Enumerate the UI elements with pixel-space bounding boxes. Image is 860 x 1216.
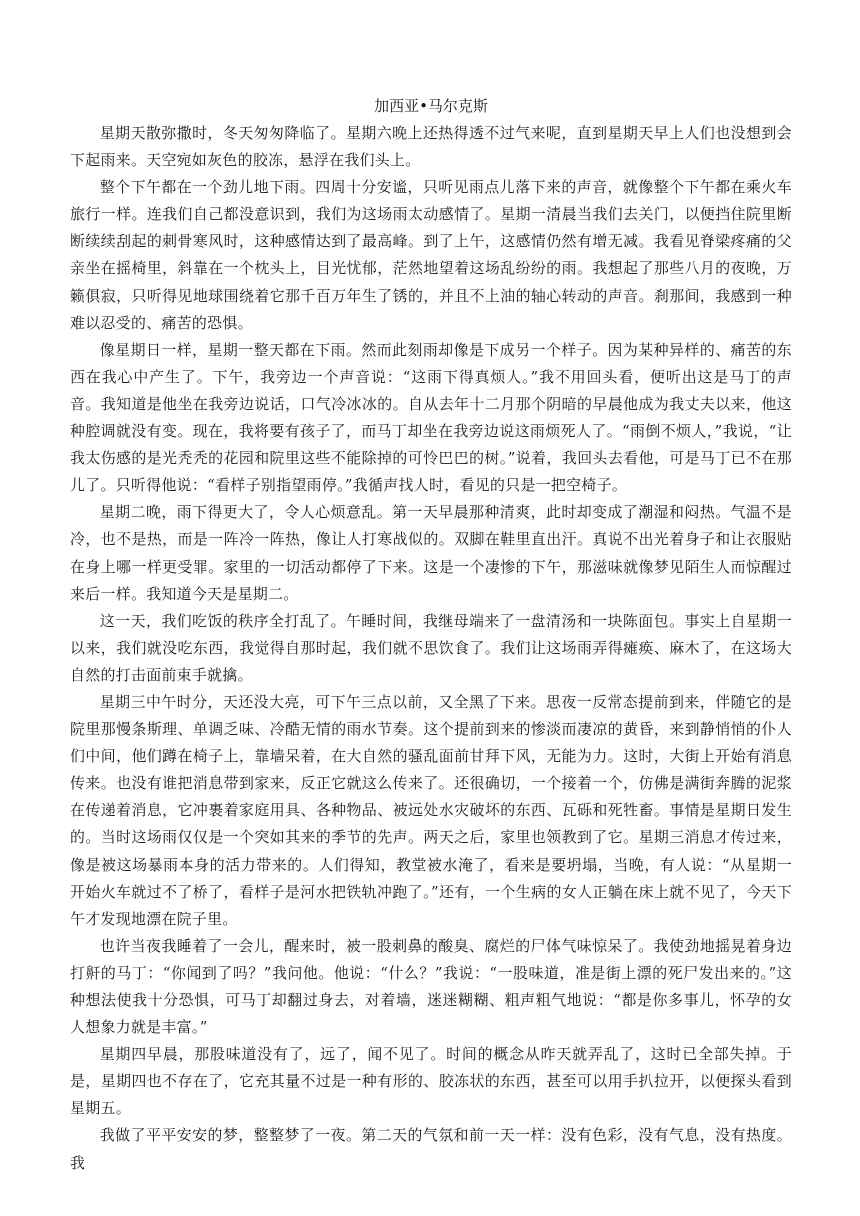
- paragraph-9: 我做了平平安安的梦，整整梦了一夜。第二天的气氛和前一天一样：没有色彩，没有气息，没有热度。我: [70, 1126, 792, 1172]
- paragraph-1: 星期天散弥撒时，冬天匆匆降临了。星期六晚上还热得透不过气来呢，直到星期天早上人们也没想到会下起雨来。天空宛如灰色的胶冻，悬浮在我们头上。: [70, 124, 792, 170]
- paragraph-5: 这一天，我们吃饭的秩序全打乱了。午睡时间，我继母端来了一盘清汤和一块陈面包。事实上自星期一以来，我们就没吃东西，我觉得自那时起，我们就不思饮食了。我们让这场雨弄得瘫痪、麻木了，在这场大自然的打击面前束手就擒。: [70, 611, 792, 684]
- paragraph-8: 星期四早晨，那股味道没有了，远了，闻不见了。时间的概念从昨天就弄乱了，这时已全部失掉。于是，星期四也不存在了，它充其量不过是一种有形的、胶冻状的东西，甚至可以用手扒拉开，以便探头看到星期五。: [70, 1045, 792, 1118]
- document-page: [70, 93, 792, 1177]
- paragraph-2: 整个下午都在一个劲儿地下雨。四周十分安谧，只听见雨点儿落下来的声音，就像整个下午都在乘火车旅行一样。连我们自己都没意识到，我们为这场雨太动感情了。星期一清晨当我们去关门，以便挡住院里断断续续刮起的刺骨寒风时，这种感情达到了最高峰。到了上午，这感情仍然有增无减。我看见脊梁疼痛的父亲坐在摇椅里，斜靠在一个枕头上，目光忧郁，茫然地望着这场乱纷纷的雨。我想起了那些八月的夜晚，万籁俱寂，只听得见地球围绕着它那千百万年生了锈的，并且不上油的轴心转动的声音。刹那间，我感到一种难以忍受的、痛苦的恐惧。: [70, 178, 792, 332]
- paragraph-7: 也许当夜我睡着了一会儿，醒来时，被一股刺鼻的酸臭、腐烂的尸体气味惊呆了。我使劲地摇晃着身边打鼾的马丁：“你闻到了吗？”我问他。他说：“什么？”我说：“一股味道，准是街上漂的死尸发出来的。”这种想法使我十分恐惧，可马丁却翻过身去，对着墙，迷迷糊糊、粗声粗气地说：“都是你多事儿，怀孕的女人想象力就是丰富。”: [70, 936, 792, 1037]
- paragraph-4: 星期二晚，雨下得更大了，令人心烦意乱。第一天早晨那种清爽，此时却变成了潮湿和闷热。气温不是冷，也不是热，而是一阵冷一阵热，像让人打寒战似的。双脚在鞋里直出汗。真说不出光着身子和让衣服贴在身上哪一样更受罪。家里的一切活动都停了下来。这是一个凄惨的下午，那滋味就像梦见陌生人而惊醒过来后一样。我知道今天是星期二。: [70, 503, 792, 603]
- paragraph-3: 像星期日一样，星期一整天都在下雨。然而此刻雨却像是下成另一个样子。因为某种异样的、痛苦的东西在我心中产生了。下午，我旁边一个声音说：“这雨下得真烦人。”我不用回头看，便听出这是马丁的声音。我知道是他坐在我旁边说话，口气冷冰冰的。自从去年十二月那个阴暗的早晨他成为我丈夫以来，他这种腔调就没有变。现在，我将要有孩子了，而马丁却坐在我旁边说这雨烦死人了。“雨倒不烦人，”我说，“让我太伤感的是光秃秃的花园和院里这些不能除掉的可怜巴巴的树。”说着，我回头去看他，可是马丁已不在那儿了。只听得他说：“看样子别指望雨停。”我循声找人时，看见的只是一把空椅子。: [70, 340, 792, 495]
- paragraph-6: 星期三中午时分，天还没大亮，可下午三点以前，又全黑了下来。思夜一反常态提前到来，伴随它的是院里那慢条斯理、单调乏味、冷酷无情的雨水节奏。这个提前到来的惨淡而凄凉的黄昏，来到静悄悄的仆人们中间，他们蹲在椅子上，靠墙呆着，在大自然的骚乱面前甘拜下风，无能为力。这时，大街上开始有消息传来。也没有谁把消息带到家来，反正它就这么传来了。还很确切，一个接着一个，仿佛是满街奔腾的泥浆在传递着消息，它冲裹着家庭用具、各种物品、被远处水灾破坏的东西、瓦砾和死牲畜。事情是星期日发生的。当时这场雨仅仅是一个突如其来的季节的先声。两天之后，家里也领教到了它。星期三消息才传过来，像是被这场暴雨本身的活力带来的。人们得知，教堂被水淹了，看来是要坍塌，当晚，有人说：“从星期一开始火车就过不了桥了，看样子是河水把铁轨冲跑了。”还有，一个生病的女人正躺在床上就不见了，今天下午才发现地漂在院子里。: [70, 692, 792, 928]
- author-heading: 加西亚•马尔克斯: [374, 97, 488, 115]
